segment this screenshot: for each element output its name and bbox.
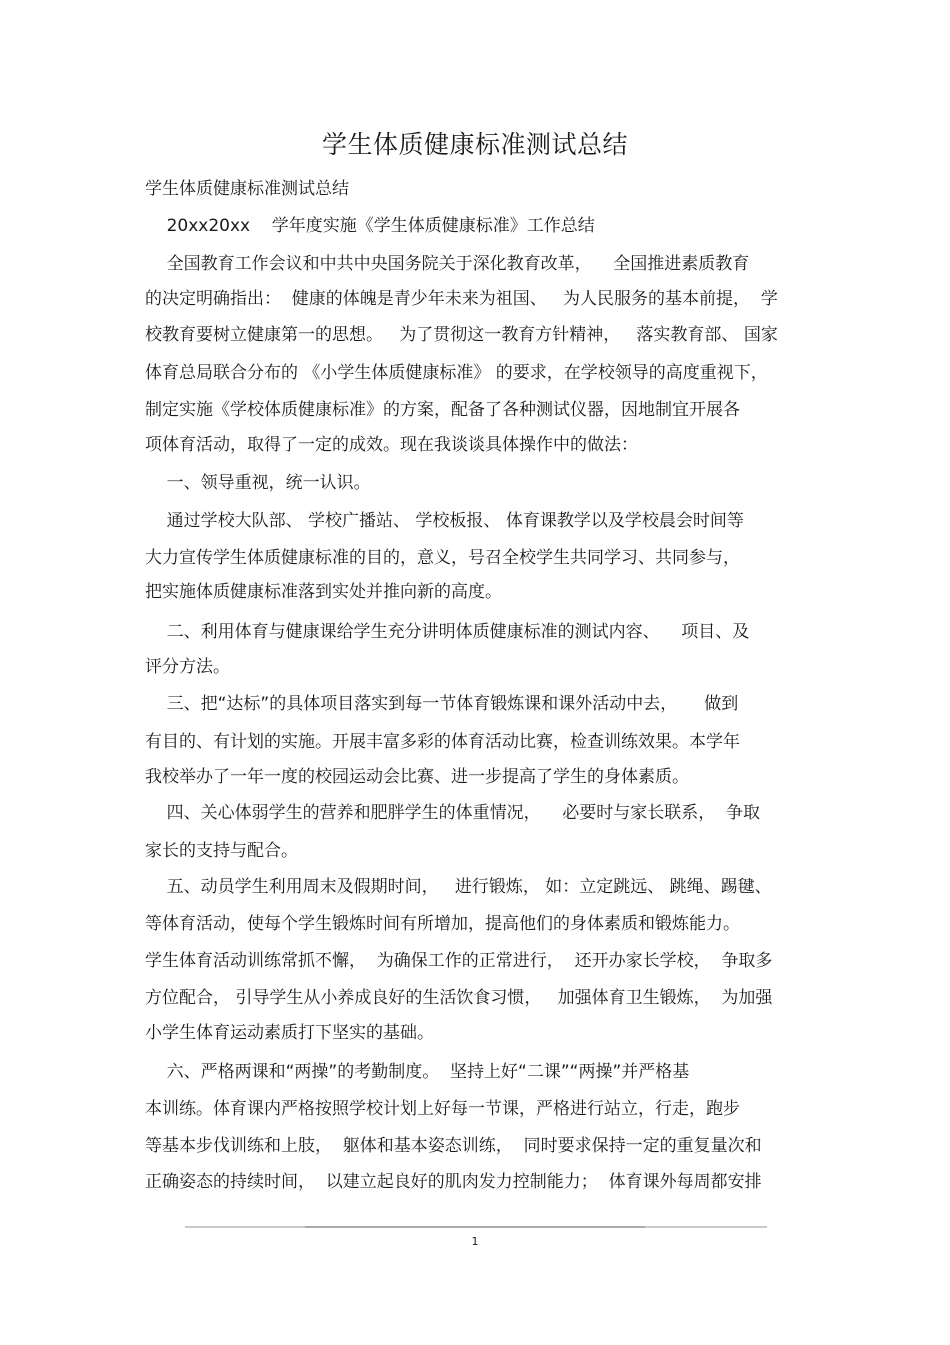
text-line: 制定实施《学校体质健康标准》的方案，配备了各种测试仪器，因地制宜开展各 [145,400,740,420]
document-title: 学生体质健康标准测试总结 [321,130,628,159]
text-line: 项体育活动，取得了一定的成效。现在我谈谈具体操作中的做法： [145,435,638,455]
text-line: 我校举办了一年一度的校园运动会比赛、进一步提高了学生的身体素质。 [145,767,689,787]
text-line: 大力宣传学生体质健康标准的目的，意义，号召全校学生共同学习、共同参与， [145,548,740,568]
text-line: 六、严格两课和“两操”的考勤制度。 坚持上好“二课”“两操”并严格基 [145,1062,690,1082]
text-line: 小学生体育运动素质打下坚实的基础。 [145,1023,434,1043]
text-line: 20xx20xx 学年度实施《学生体质健康标准》工作总结 [145,216,595,236]
text-line: 二、利用体育与健康课给学生充分讲明体质健康标准的测试内容、 项目、及 [145,622,750,642]
text-line: 一、领导重视，统一认识。 [145,473,371,493]
text-line: 五、动员学生利用周末及假期时间， 进行锻炼， 如：立定跳远、 跳绳、踢毽、 [145,877,772,897]
text-line: 方位配合， 引导学生从小养成良好的生活饮食习惯， 加强体育卫生锻炼， 为加强 [145,988,773,1008]
footer-divider-shade [305,1226,645,1228]
text-line: 校教育要树立健康第一的思想。 为了贯彻这一教育方针精神， 落实教育部、 国家 [145,325,778,345]
text-line: 通过学校大队部、 学校广播站、 学校板报、 体育课教学以及学校晨会时间等 [145,511,744,531]
text-line: 有目的、有计划的实施。开展丰富多彩的体育活动比赛，检查训练效果。本学年 [145,732,740,752]
text-line: 把实施体质健康标准落到实处并推向新的高度。 [145,582,502,602]
text-line: 正确姿态的持续时间， 以建立起良好的肌肉发力控制能力； 体育课外每周都安排 [145,1172,762,1192]
text-line: 学生体育活动训练常抓不懈， 为确保工作的正常进行， 还开办家长学校， 争取多 [145,951,773,971]
text-line: 全国教育工作会议和中共中央国务院关于深化教育改革， 全国推进素质教育 [145,254,750,274]
text-line: 三、把“达标”的具体项目落实到每一节体育锻炼课和课外活动中去， 做到 [145,694,739,714]
text-line: 的决定明确指出： 健康的体魄是青少年未来为祖国、 为人民服务的基本前提， 学 [145,289,778,309]
text-line: 评分方法。 [145,657,230,677]
page-number: 1 [471,1235,479,1248]
text-line: 学生体质健康标准测试总结 [145,179,349,199]
text-line: 等基本步伐训练和上肢， 躯体和基本姿态训练， 同时要求保持一定的重复量次和 [145,1136,762,1156]
text-line: 体育总局联合分布的 《小学生体质健康标准》 的要求，在学校领导的高度重视下， [145,363,768,383]
text-line: 本训练。体育课内严格按照学校计划上好每一节课，严格进行站立，行走，跑步 [145,1099,740,1119]
text-line: 家长的支持与配合。 [145,841,298,861]
text-line: 四、关心体弱学生的营养和肥胖学生的体重情况， 必要时与家长联系， 争取 [145,803,761,823]
text-line: 等体育活动，使每个学生锻炼时间有所增加，提高他们的身体素质和锻炼能力。 [145,914,740,934]
